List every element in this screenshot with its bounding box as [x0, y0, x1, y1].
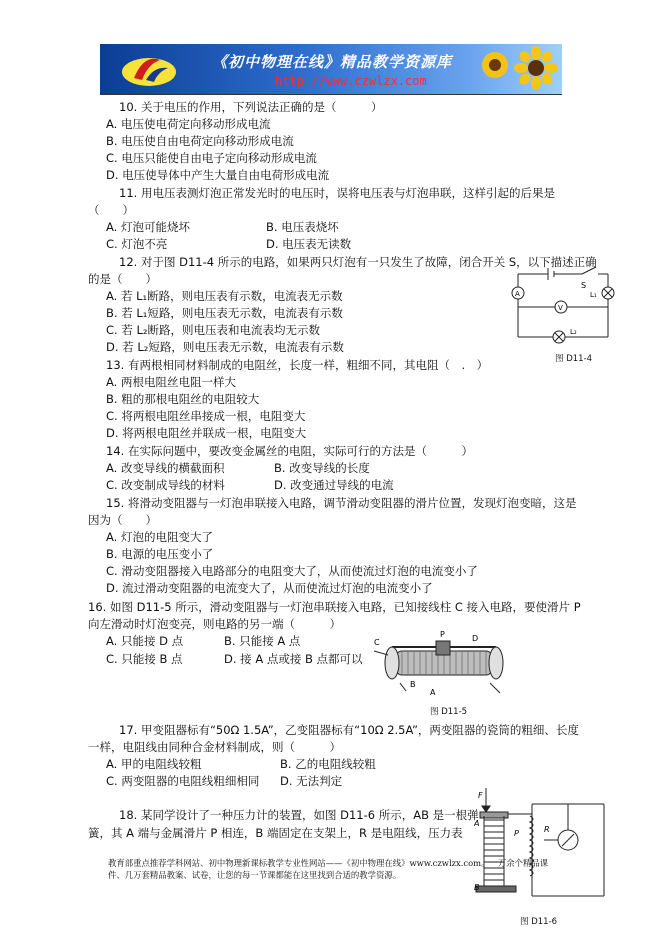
- q12-option-c: C. 若 L₂断路，则电压表和电流表均无示数: [106, 323, 321, 337]
- figure-d11-6-pressure-gauge: [476, 786, 620, 912]
- q11-stem: 11. 用电压表测灯泡正常发光时的电压时，误将电压表与灯泡串联，这样引起的后果是: [119, 186, 555, 200]
- q11-stem-cont: （ ）: [88, 203, 134, 217]
- q13-option-d: D. 将两根电阻丝并联成一根，电阻变大: [106, 426, 307, 440]
- q18-stem: 18. 某同学设计了一种压力计的装置，如图 D11-6 所示，AB 是一根弹: [119, 808, 479, 822]
- fig5-label-b: B: [410, 680, 416, 689]
- fig6-label-p: P: [514, 829, 519, 838]
- q16-option-d: D. 接 A 点或接 B 点都可以: [224, 652, 363, 666]
- fig5-label-p: P: [440, 630, 445, 639]
- q15-option-c: C. 滑动变阻器接入电路部分的电阻变大了，从而使流过灯泡的电流变小了: [106, 564, 478, 578]
- sunflower-small-icon: [480, 50, 510, 80]
- q12-stem: 12. 对于图 D11-4 所示的电路，如果两只灯泡有一只发生了故障，闭合开关 S，以下描述正确: [119, 255, 597, 269]
- fig6-label-a: A: [474, 819, 480, 828]
- q15-option-d: D. 流过滑动变阻器的电流变大了，从而使流过灯泡的电流变小了: [106, 581, 433, 595]
- footer-line-1: 教育部重点推荐学科网站、初中物理新课标教学专业性网站——《初中物理在线》www.czwlzx.com。一万余个精品课: [108, 858, 549, 868]
- q12-option-b: B. 若 L₁短路，则电压表无示数，电流表有示数: [106, 306, 343, 320]
- page-footer: [108, 857, 628, 881]
- fig4-label-s: S: [581, 281, 587, 290]
- header-banner: [100, 44, 562, 94]
- q13-option-a: A. 两根电阻丝电阻一样大: [106, 375, 236, 389]
- q17-option-d: D. 无法判定: [280, 774, 343, 788]
- q14-stem: 14. 在实际问题中，要改变金属丝的电阻，实际可行的方法是（ ）: [106, 444, 473, 458]
- fig5-label-a: A: [430, 688, 436, 697]
- sunflower-icon: [514, 46, 558, 90]
- q18-stem-cont: 簧，其 A 端与金属滑片 P 相连，B 端固定在支架上，R 是电阻线，压力表: [88, 826, 463, 840]
- site-logo-icon: [120, 50, 178, 88]
- q11-option-d: D. 电压表无读数: [266, 237, 352, 251]
- fig4-label-l2: L₂: [570, 328, 577, 336]
- fig6-label-f: F: [478, 791, 483, 800]
- q17-stem: 17. 甲变阻器标有“50Ω 1.5A”，乙变阻器标有“10Ω 2.5A”，两变阻器的瓷筒的粗细、长度: [119, 723, 579, 737]
- fig6-label-b: B: [474, 883, 480, 892]
- q13-stem: 13. 有两根相同材料制成的电阻丝，长度一样，粗细不同，其电阻（ . ）: [106, 358, 489, 372]
- q17-stem-cont: 一样，电阻线由同种合金材料制成，则（ ）: [88, 740, 341, 754]
- footer-line-2: 件、几万套精品教案、试卷，让您的每一节课都能在这里找到合适的教学资源。: [108, 870, 402, 880]
- fig5-label-c: C: [374, 638, 380, 647]
- q12-stem-cont: 的是（ ）: [88, 272, 157, 286]
- fig6-label-r: R: [544, 825, 550, 834]
- q16-option-a: A. 只能接 D 点: [106, 634, 184, 648]
- figure-d11-5-rheostat: [372, 627, 520, 703]
- q10-option-b: B. 电压使自由电荷定向移动形成电流: [106, 134, 294, 148]
- q13-option-b: B. 粗的那根电阻丝的电阻较大: [106, 392, 260, 406]
- q17-option-c: C. 两变阻器的电阻线粗细相同: [106, 774, 260, 788]
- q14-option-c: C. 改变制成导线的材料: [106, 478, 225, 492]
- q15-stem-cont: 因为（ ）: [88, 513, 157, 527]
- q15-stem: 15. 将滑动变阻器与一灯泡串联接入电路，调节滑动变阻器的滑片位置，发现灯泡变暗，这是: [106, 496, 577, 510]
- q16-stem: 16. 如图 D11-5 所示，滑动变阻器与一灯泡串联接入电路，已知接线柱 C 接入电路，要使滑片 P: [88, 600, 581, 614]
- fig4-label-a: A: [515, 290, 520, 298]
- q11-option-b: B. 电压表烧坏: [266, 220, 339, 234]
- q10-option-c: C. 电压只能使自由电子定向移动形成电流: [106, 151, 317, 165]
- q16-option-b: B. 只能接 A 点: [224, 634, 301, 648]
- q17-option-b: B. 乙的电阻线较粗: [280, 757, 376, 771]
- q16-option-c: C. 只能接 B 点: [106, 652, 183, 666]
- q10-stem: 10. 关于电压的作用，下列说法正确的是（ ）: [119, 100, 383, 114]
- q11-option-c: C. 灯泡不亮: [106, 237, 168, 251]
- figure-d11-6-caption: 图 D11-6: [520, 917, 558, 927]
- q14-option-b: B. 改变导线的长度: [274, 461, 370, 475]
- q11-option-a: A. 灯泡可能烧坏: [106, 220, 190, 234]
- q15-option-b: B. 电源的电压变小了: [106, 547, 214, 561]
- q10-option-d: D. 电压使导体中产生大量自由电荷形成电流: [106, 168, 330, 182]
- q14-option-a: A. 改变导线的横截面积: [106, 461, 225, 475]
- figure-d11-4-circuit: [508, 262, 620, 352]
- fig4-label-l1: L₁: [590, 291, 597, 299]
- q17-option-a: A. 甲的电阻线较粗: [106, 757, 202, 771]
- site-title: 《初中物理在线》精品教学资源库: [212, 53, 453, 71]
- q15-option-a: A. 灯泡的电阻变大了: [106, 530, 213, 544]
- site-url[interactable]: http://www.czwlzx.com: [275, 74, 427, 88]
- header-divider: [100, 94, 562, 95]
- fig5-label-d: D: [472, 634, 479, 643]
- q14-option-d: D. 改变通过导线的电流: [274, 478, 394, 492]
- figure-d11-4-caption: 图 D11-4: [555, 354, 593, 364]
- q12-option-a: A. 若 L₁断路，则电压表有示数，电流表无示数: [106, 289, 343, 303]
- q16-stem-cont: 向左滑动时灯泡变亮，则电路的另一端（ ）: [88, 617, 341, 631]
- q12-option-d: D. 若 L₂短路，则电压表无示数，电流表有示数: [106, 340, 344, 354]
- q13-option-c: C. 将两根电阻丝串接成一根，电阻变大: [106, 409, 306, 423]
- fig4-label-v: V: [558, 304, 563, 312]
- figure-d11-5-caption: 图 D11-5: [430, 707, 468, 717]
- q10-option-a: A. 电压使电荷定向移动形成电流: [106, 117, 271, 131]
